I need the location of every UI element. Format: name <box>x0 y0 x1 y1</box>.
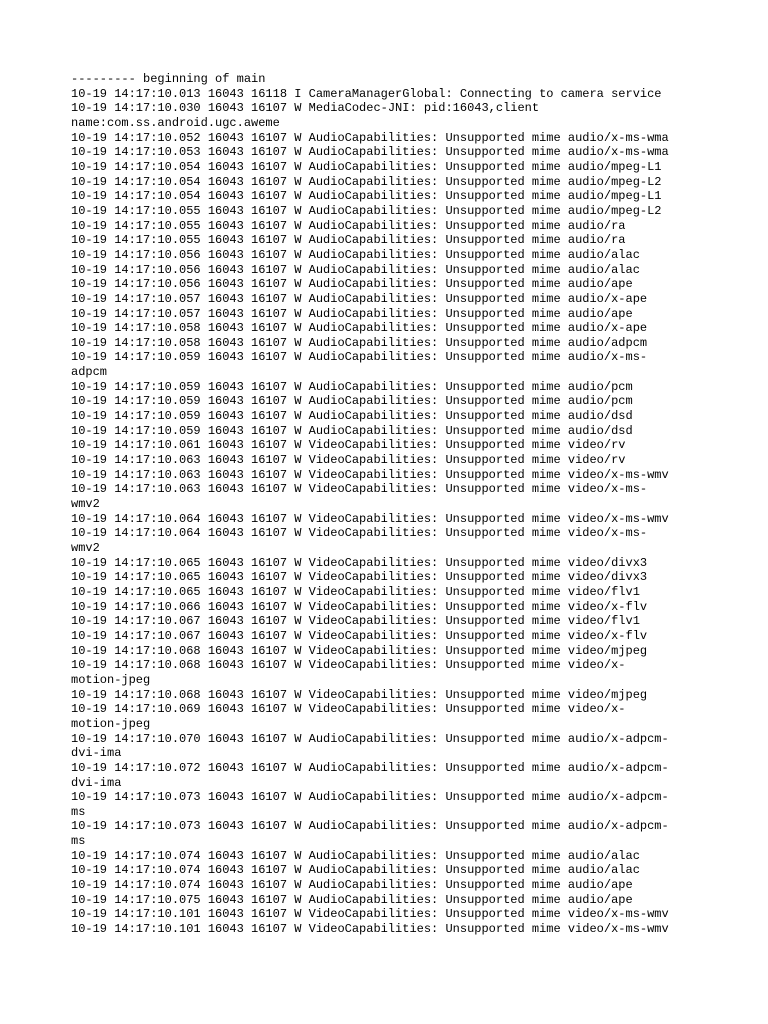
log-line: 10-19 14:17:10.064 16043 16107 W VideoCapabilities: Unsupported mime video/x-ms- <box>71 526 648 541</box>
log-line: 10-19 14:17:10.073 16043 16107 W AudioCapabilities: Unsupported mime audio/x-adpcm- <box>71 790 669 805</box>
log-line: 10-19 14:17:10.053 16043 16107 W AudioCapabilities: Unsupported mime audio/x-ms-wma <box>71 145 669 160</box>
log-line: 10-19 14:17:10.101 16043 16107 W VideoCapabilities: Unsupported mime video/x-ms-wmv <box>71 922 669 937</box>
log-line: 10-19 14:17:10.069 16043 16107 W VideoCapabilities: Unsupported mime video/x- <box>71 702 626 717</box>
log-line: 10-19 14:17:10.064 16043 16107 W VideoCapabilities: Unsupported mime video/x-ms-wmv <box>71 511 669 526</box>
log-line: 10-19 14:17:10.072 16043 16107 W AudioCapabilities: Unsupported mime audio/x-adpcm- <box>71 760 669 775</box>
log-line: 10-19 14:17:10.074 16043 16107 W AudioCapabilities: Unsupported mime audio/ape <box>71 878 633 893</box>
log-line: motion-jpeg <box>71 672 151 687</box>
log-line: name:com.ss.android.ugc.aweme <box>71 115 280 130</box>
log-line: 10-19 14:17:10.063 16043 16107 W VideoCapabilities: Unsupported mime video/x-ms- <box>71 482 648 497</box>
log-line: 10-19 14:17:10.059 16043 16107 W AudioCapabilities: Unsupported mime audio/dsd <box>71 409 633 424</box>
log-line: 10-19 14:17:10.058 16043 16107 W AudioCapabilities: Unsupported mime audio/x-ape <box>71 321 648 336</box>
log-page <box>71 72 731 937</box>
log-line: 10-19 14:17:10.101 16043 16107 W VideoCapabilities: Unsupported mime video/x-ms-wmv <box>71 907 669 922</box>
log-line: 10-19 14:17:10.057 16043 16107 W AudioCapabilities: Unsupported mime audio/x-ape <box>71 291 648 306</box>
log-line: 10-19 14:17:10.055 16043 16107 W AudioCapabilities: Unsupported mime audio/ra <box>71 233 626 248</box>
log-line: 10-19 14:17:10.052 16043 16107 W AudioCapabilities: Unsupported mime audio/x-ms-wma <box>71 130 669 145</box>
log-line: dvi-ima <box>71 746 122 761</box>
log-line: 10-19 14:17:10.067 16043 16107 W VideoCapabilities: Unsupported mime video/x-flv <box>71 628 648 643</box>
log-line: motion-jpeg <box>71 716 151 731</box>
log-line: 10-19 14:17:10.070 16043 16107 W AudioCapabilities: Unsupported mime audio/x-adpcm- <box>71 731 669 746</box>
log-line: 10-19 14:17:10.067 16043 16107 W VideoCapabilities: Unsupported mime video/flv1 <box>71 614 640 629</box>
log-line: 10-19 14:17:10.057 16043 16107 W AudioCapabilities: Unsupported mime audio/ape <box>71 306 633 321</box>
log-line: ms <box>71 834 86 849</box>
log-line: wmv2 <box>71 497 100 512</box>
log-line: 10-19 14:17:10.059 16043 16107 W AudioCapabilities: Unsupported mime audio/x-ms- <box>71 350 648 365</box>
log-line: adpcm <box>71 365 108 380</box>
log-line: 10-19 14:17:10.054 16043 16107 W AudioCapabilities: Unsupported mime audio/mpeg-L1 <box>71 189 662 204</box>
log-line: 10-19 14:17:10.073 16043 16107 W AudioCapabilities: Unsupported mime audio/x-adpcm- <box>71 819 669 834</box>
log-line: 10-19 14:17:10.055 16043 16107 W AudioCapabilities: Unsupported mime audio/ra <box>71 218 626 233</box>
log-line: 10-19 14:17:10.065 16043 16107 W VideoCapabilities: Unsupported mime video/divx3 <box>71 555 648 570</box>
log-line: 10-19 14:17:10.061 16043 16107 W VideoCapabilities: Unsupported mime video/rv <box>71 438 626 453</box>
log-line: 10-19 14:17:10.054 16043 16107 W AudioCapabilities: Unsupported mime audio/mpeg-L2 <box>71 174 662 189</box>
log-line: 10-19 14:17:10.075 16043 16107 W AudioCapabilities: Unsupported mime audio/ape <box>71 892 633 907</box>
log-line: 10-19 14:17:10.030 16043 16107 W MediaCodec-JNI: pid:16043,client <box>71 101 540 116</box>
log-line: ms <box>71 804 86 819</box>
log-line: 10-19 14:17:10.068 16043 16107 W VideoCapabilities: Unsupported mime video/x- <box>71 658 626 673</box>
log-line: 10-19 14:17:10.074 16043 16107 W AudioCapabilities: Unsupported mime audio/alac <box>71 848 640 863</box>
log-line: 10-19 14:17:10.054 16043 16107 W AudioCapabilities: Unsupported mime audio/mpeg-L1 <box>71 159 662 174</box>
log-line: 10-19 14:17:10.056 16043 16107 W AudioCapabilities: Unsupported mime audio/ape <box>71 277 633 292</box>
log-line: 10-19 14:17:10.059 16043 16107 W AudioCapabilities: Unsupported mime audio/dsd <box>71 423 633 438</box>
log-line: --------- beginning of main <box>71 72 266 86</box>
log-line: 10-19 14:17:10.065 16043 16107 W VideoCapabilities: Unsupported mime video/divx3 <box>71 570 648 585</box>
log-line: 10-19 14:17:10.013 16043 16118 I CameraManagerGlobal: Connecting to camera service <box>71 86 662 101</box>
log-line: 10-19 14:17:10.063 16043 16107 W VideoCapabilities: Unsupported mime video/rv <box>71 453 626 468</box>
log-line: 10-19 14:17:10.056 16043 16107 W AudioCapabilities: Unsupported mime audio/alac <box>71 262 640 277</box>
log-line: 10-19 14:17:10.066 16043 16107 W VideoCapabilities: Unsupported mime video/x-flv <box>71 599 648 614</box>
log-line: 10-19 14:17:10.055 16043 16107 W AudioCapabilities: Unsupported mime audio/mpeg-L2 <box>71 203 662 218</box>
log-line: 10-19 14:17:10.063 16043 16107 W VideoCapabilities: Unsupported mime video/x-ms-wmv <box>71 467 669 482</box>
log-line: 10-19 14:17:10.074 16043 16107 W AudioCapabilities: Unsupported mime audio/alac <box>71 863 640 878</box>
log-line: 10-19 14:17:10.056 16043 16107 W AudioCapabilities: Unsupported mime audio/alac <box>71 247 640 262</box>
log-line: 10-19 14:17:10.065 16043 16107 W VideoCapabilities: Unsupported mime video/flv1 <box>71 584 640 599</box>
log-line: 10-19 14:17:10.068 16043 16107 W VideoCapabilities: Unsupported mime video/mjpeg <box>71 643 648 658</box>
log-line: 10-19 14:17:10.058 16043 16107 W AudioCapabilities: Unsupported mime audio/adpcm <box>71 335 648 350</box>
log-line: wmv2 <box>71 541 100 555</box>
log-line: 10-19 14:17:10.059 16043 16107 W AudioCapabilities: Unsupported mime audio/pcm <box>71 394 633 409</box>
log-line: 10-19 14:17:10.068 16043 16107 W VideoCapabilities: Unsupported mime video/mjpeg <box>71 687 648 702</box>
log-line: dvi-ima <box>71 775 122 790</box>
log-line: 10-19 14:17:10.059 16043 16107 W AudioCapabilities: Unsupported mime audio/pcm <box>71 379 633 394</box>
